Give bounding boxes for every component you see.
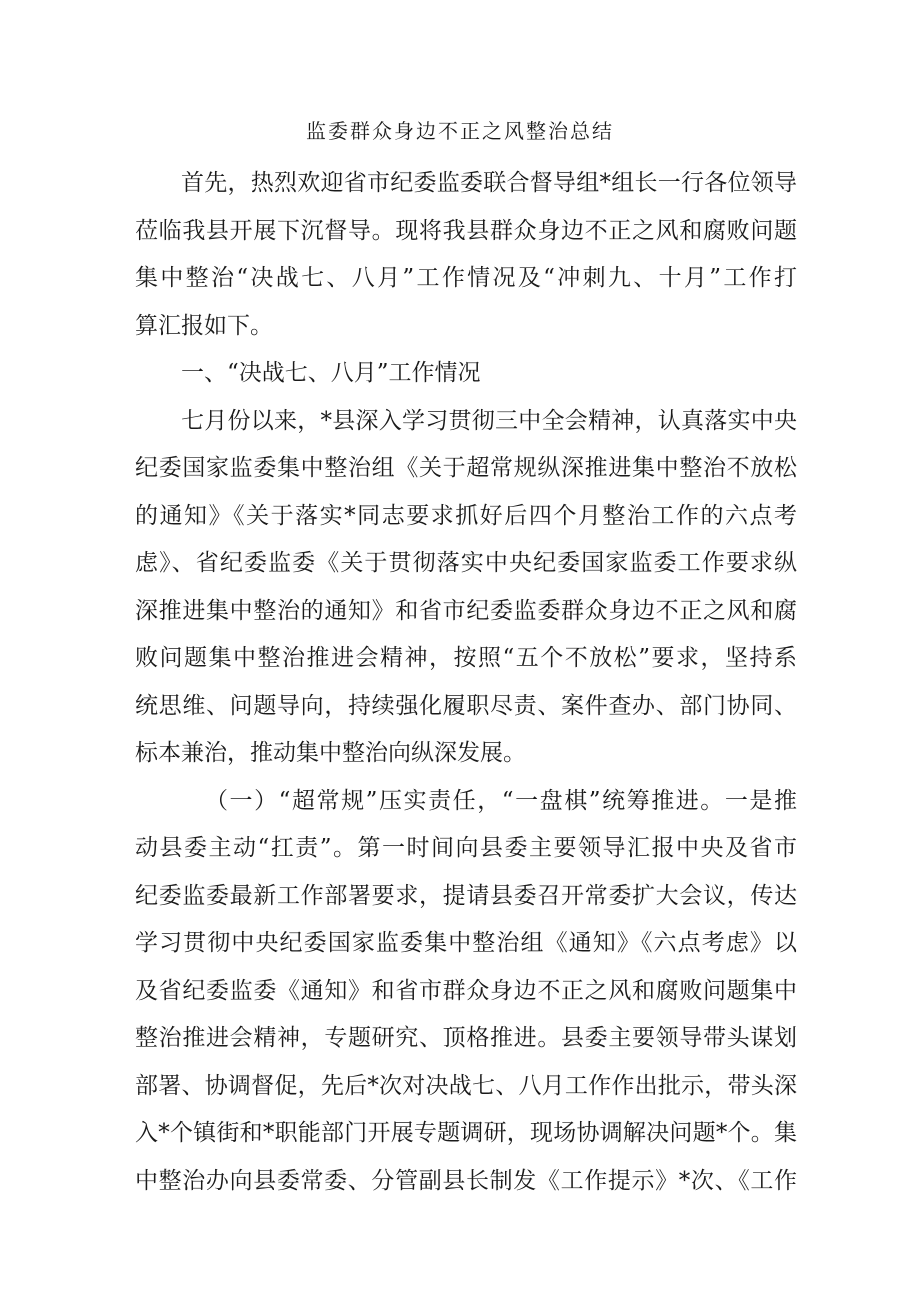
text-line: 的通知》《关于落实*同志要求抓好后四个月整治工作的六点考	[135, 502, 797, 529]
text-line: 动县委主动“扛责”。第一时间向县委主要领导汇报中央及省市	[135, 835, 797, 861]
text-line: 统思维、问题导向，持续强化履职尽责、案件查办、部门协同、	[135, 692, 797, 719]
subsection-line: （一）“超常规”压实责任，“一盘棋”统筹推进。一是推	[205, 787, 797, 814]
text-line: 标本兼治，推动集中整治向纵深发展。	[135, 740, 526, 766]
text-line: 纪委国家监委集中整治组《关于超常规纵深推进集中整治不放松	[135, 455, 797, 481]
text-line: 算汇报如下。	[135, 312, 273, 339]
text-line: 学习贯彻中央纪委国家监委集中整治组《通知》《六点考虑》以	[135, 930, 797, 956]
document-body	[135, 160, 797, 1205]
text-line: 虑》、省纪委监委《关于贯彻落实中央纪委国家监委工作要求纵	[135, 550, 797, 576]
text-line: 七月份以来，*县深入学习贯彻三中全会精神，认真落实中央	[181, 407, 797, 434]
text-line: 深推进集中整治的通知》和省市纪委监委群众身边不正之风和腐	[135, 597, 797, 624]
document-title: 监委群众身边不正之风整治总结	[306, 119, 614, 143]
text-line: 莅临我县开展下沉督导。现将我县群众身边不正之风和腐败问题	[135, 217, 797, 244]
text-line: 部署、协调督促，先后*次对决战七、八月工作作出批示，带头深	[135, 1072, 797, 1099]
text-line: 及省纪委监委《通知》和省市群众身边不正之风和腐败问题集中	[135, 977, 797, 1004]
text-line: 入*个镇街和*职能部门开展专题调研，现场协调解决问题*个。集	[135, 1120, 797, 1146]
text-line: 整治推进会精神，专题研究、顶格推进。县委主要领导带头谋划	[135, 1025, 797, 1051]
text-line: 败问题集中整治推进会精神，按照“五个不放松”要求，坚持系	[135, 645, 797, 671]
text-line: 中整治办向县委常委、分管副县长制发《工作提示》*次、《工作	[135, 1167, 797, 1194]
text-line: 首先，热烈欢迎省市纪委监委联合督导组*组长一行各位领导	[181, 170, 797, 196]
section-heading: 一、“决战七、八月”工作情况	[181, 360, 481, 386]
text-line: 集中整治“决战七、八月”工作情况及“冲刺九、十月”工作打	[135, 265, 797, 291]
text-line: 纪委监委最新工作部署要求，提请县委召开常委扩大会议，传达	[135, 882, 797, 909]
